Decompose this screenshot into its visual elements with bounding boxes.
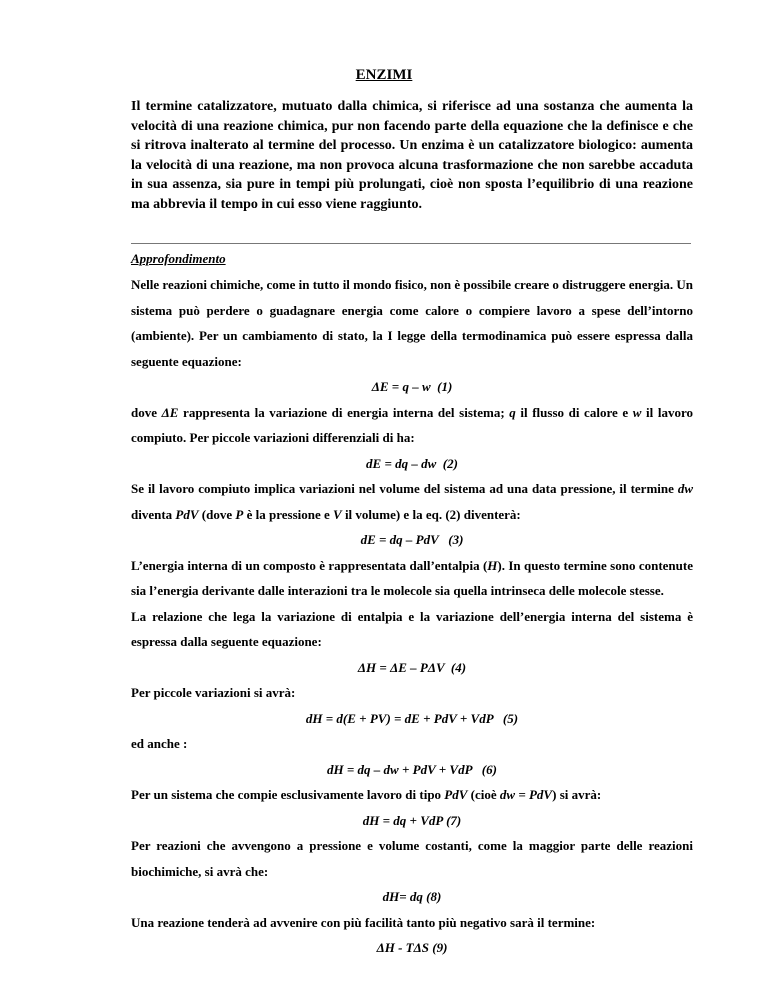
equation-5: dH = d(E + PV) = dE + PdV + VdP (5) [305, 710, 519, 726]
paragraph-variables: dove ΔE rappresenta la variazione di energia interna del sistema; q il flusso di calore e w il lavoro compiuto. Per piccole variazioni differenziali di ha: [131, 404, 693, 445]
section-body [131, 272, 693, 961]
equation-1: ΔE = q – w (1) [371, 379, 453, 394]
equation-6: dH = dq – dw + PdV + VdP (6) [327, 761, 497, 777]
section-heading: Approfondimento [131, 251, 226, 266]
section-divider [131, 243, 691, 244]
paragraph-enthalpy: L’energia interna di un composto è rappresentata dall’entalpia (H). In questo termine sono contenute sia l’energia derivante dalle interazioni tra le molecole sia quella intrinseca delle molecole stesse. [131, 557, 693, 598]
paragraph-first-law: Nelle reazioni chimiche, come in tutto il mondo fisico, non è possibile creare o distruggere energia. Un sistema può perdere o guadagnare energia come calore o compiere lavoro a spese dell’intorno (ambiente). Per un cambiamento di stato, la I legge della termodinamica può essere espressa dalla seguente equazione: [131, 277, 693, 369]
equation-7: dH = dq + VdP (7) [362, 812, 462, 828]
paragraph-also: ed anche : [131, 736, 188, 751]
paragraph-spontaneity: Una reazione tenderà ad avvenire con più facilità tanto più negativo sarà il termine: [131, 914, 596, 930]
equation-3: dE = dq – PdV (3) [360, 532, 464, 547]
paragraph-constant-conditions: Per reazioni che avvengono a pressione e volume costanti, come la maggior parte delle reazioni biochimiche, si avrà che: [131, 838, 693, 879]
paragraph-work: Se il lavoro compiuto implica variazioni nel volume del sistema ad una data pressione, il termine dw diventa PdV (dove P è la pressione e V il volume) e la eq. (2) diventerà: [131, 481, 693, 522]
document-title: ENZIMI [355, 67, 413, 83]
equation-8: dH= dq (8) [382, 889, 442, 904]
paragraph-pdv-work: Per un sistema che compie esclusivamente lavoro di tipo PdV (cioè dw = PdV) si avrà: [131, 787, 602, 802]
equation-4: ΔH = ΔE – PΔV (4) [357, 659, 467, 675]
paragraph-small-variations: Per piccole variazioni si avrà: [131, 685, 296, 700]
intro-paragraph: Il termine catalizzatore, mutuato dalla chimica, si riferisce ad una sostanza che aumenta la velocità di una reazione chimica, pur non facendo parte della equazione che la definisce e che si ritrova inalterato al termine del processo. Un enzima è un catalizzatore biologico: aumenta la velocità di una reazione, ma non provoca alcuna trasformazione che non sarebbe accaduta in sua assenza, sia pure in tempi più prolungati, cioè non sposta l’equilibrio di una reazione ma abbrevia il tempo in cui esso viene raggiunto. [131, 99, 693, 212]
equation-2: dE = dq – dw (2) [366, 455, 458, 471]
paragraph-relation: La relazione che lega la variazione di entalpia e la variazione dell’energia interna del sistema è espressa dalla seguente equazione: [131, 608, 693, 649]
equation-9: ΔH - TΔS (9) [376, 940, 448, 955]
